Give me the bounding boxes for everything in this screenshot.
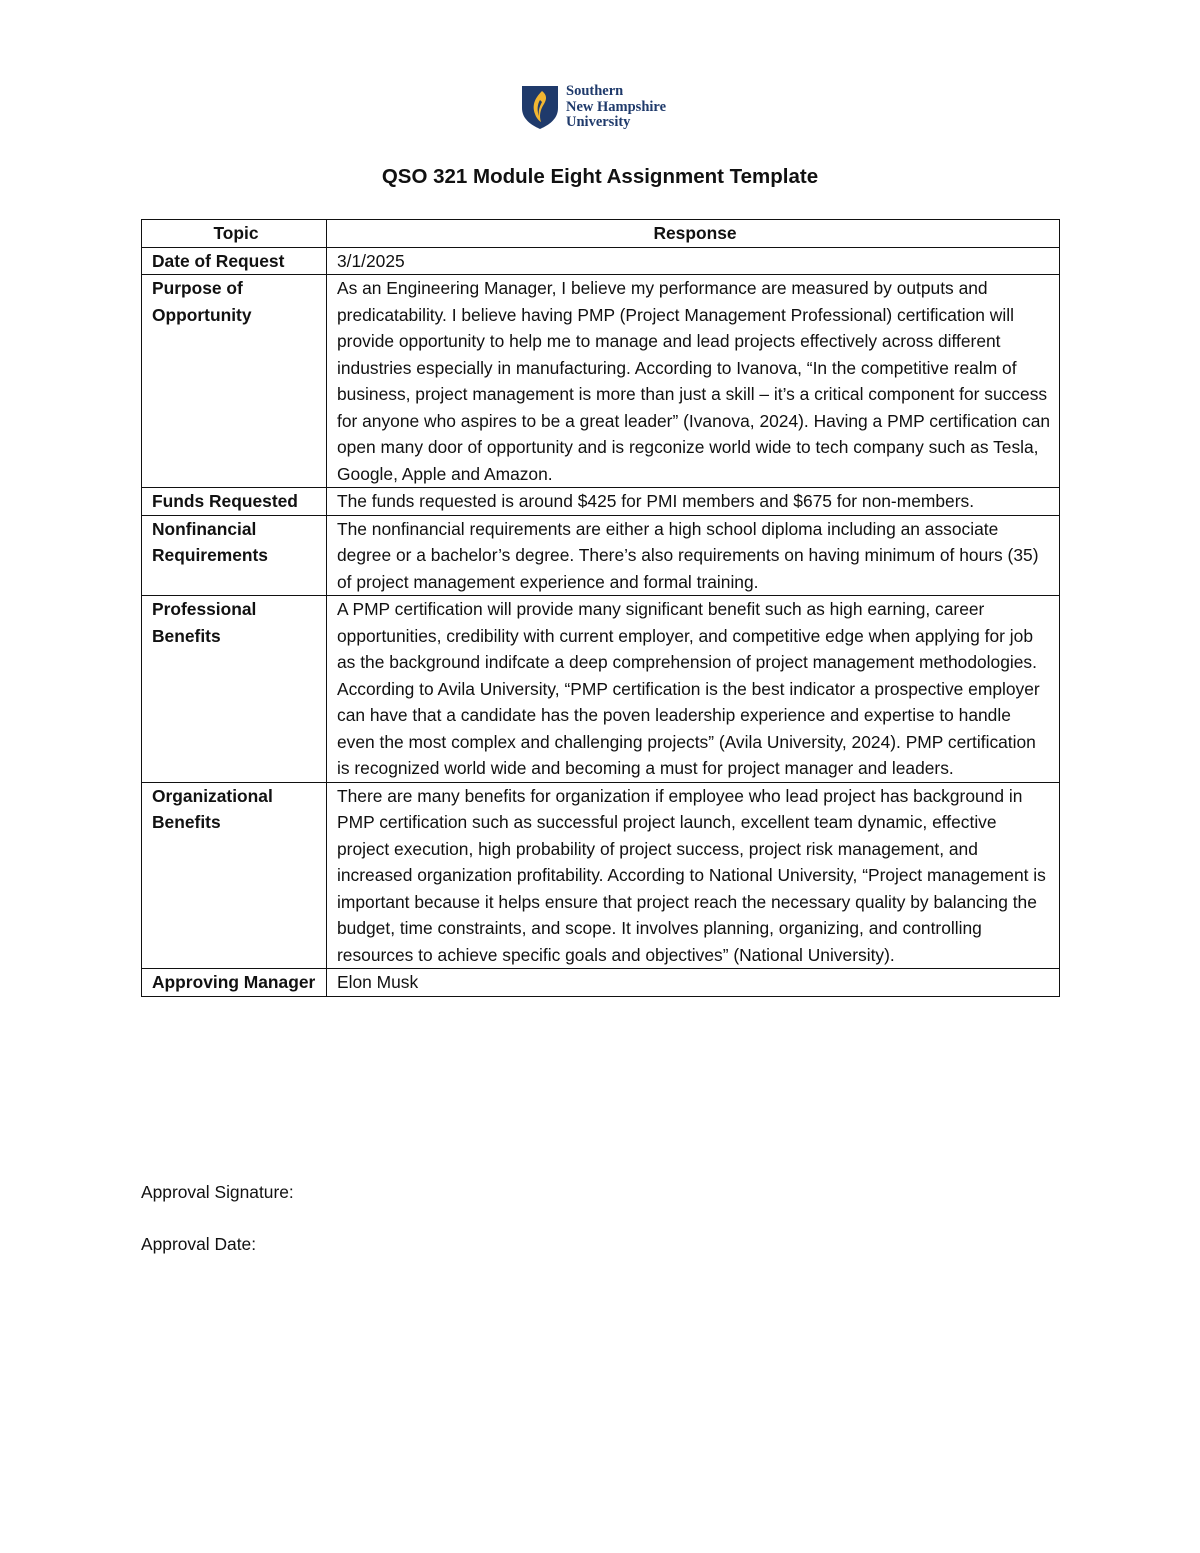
row-organizational-benefits: [142, 782, 1060, 969]
response-cell: Elon Musk: [327, 969, 1060, 997]
table-header-row: [142, 220, 1060, 248]
university-logo: [520, 84, 666, 131]
response-cell: 3/1/2025: [327, 247, 1060, 275]
document-title: QSO 321 Module Eight Assignment Template: [381, 165, 819, 188]
topic-cell: Date of Request: [142, 247, 327, 275]
request-table: [141, 219, 1060, 997]
topic-cell: Approving Manager: [142, 969, 327, 997]
header-response: Response: [327, 220, 1060, 248]
logo-line-3: University: [566, 114, 631, 130]
response-cell: The funds requested is around $425 for PMI members and $675 for non-members.: [327, 488, 1060, 516]
logo-line-1: Southern: [566, 83, 624, 99]
topic-cell: Professional Benefits: [142, 596, 327, 783]
response-cell: As an Engineering Manager, I believe my performance are measured by outputs and predicatability. I believe having PMP (Project Management Professional) certification will provide opportunity to help me to manage and lead projects effectively across different industries especially in manufacturing. According to Ivanova, “In the competitive realm of business, project management is more than just a skill – it’s a critical component for success for anyone who aspires to be a great leader” (Ivanova, 2024). Having a PMP certification can open many door of opportunity and is regconize world wide to tech company such as Tesla, Google, Apple and Amazon.: [327, 275, 1060, 488]
row-funds-requested: [142, 488, 1060, 516]
shield-flame-icon: [520, 84, 560, 130]
response-cell: There are many benefits for organization if employee who lead project has background in PMP certification such as successful project launch, excellent team dynamic, effective project execution, high probability of project success, project risk management, and increased organization profitability. According to National University, “Project management is important because it helps ensure that project reach the necessary quality by balancing the budget, time constraints, and scope. It involves planning, organizing, and controlling resources to achieve specific goals and objectives” (National University).: [327, 782, 1060, 969]
row-purpose-of-opportunity: [142, 275, 1060, 488]
logo-line-2: New Hampshire: [566, 98, 667, 115]
row-professional-benefits: [142, 596, 1060, 783]
topic-cell: Nonfinancial Requirements: [142, 515, 327, 596]
header-topic: Topic: [142, 220, 327, 248]
approval-signature-label: Approval Signature:: [141, 1182, 294, 1202]
topic-cell: Funds Requested: [142, 488, 327, 516]
response-cell: The nonfinancial requirements are either a high school diploma including an associate degree or a bachelor’s degree. There’s also requirements on having minimum of hours (35) of project management experience and formal training.: [327, 515, 1060, 596]
row-date-of-request: [142, 247, 1060, 275]
topic-cell: Purpose of Opportunity: [142, 275, 327, 488]
response-cell: A PMP certification will provide many significant benefit such as high earning, career opportunities, credibility with current employer, and competitive edge when applying for job as the background indifcate a deep comprehension of project management methodologies. According to Avila University, “PMP certification is the best indicator a prospective employer can have that a candidate has the poven leadership experience and expertise to handle even the most complex and challenging projects” (Avila University, 2024). PMP certification is recognized world wide and becoming a must for project manager and leaders.: [327, 596, 1060, 783]
topic-cell: Organizational Benefits: [142, 782, 327, 969]
row-approving-manager: [142, 969, 1060, 997]
approval-date-label: Approval Date:: [141, 1234, 257, 1254]
logo-wordmark: [566, 84, 666, 131]
row-nonfinancial-requirements: [142, 515, 1060, 596]
